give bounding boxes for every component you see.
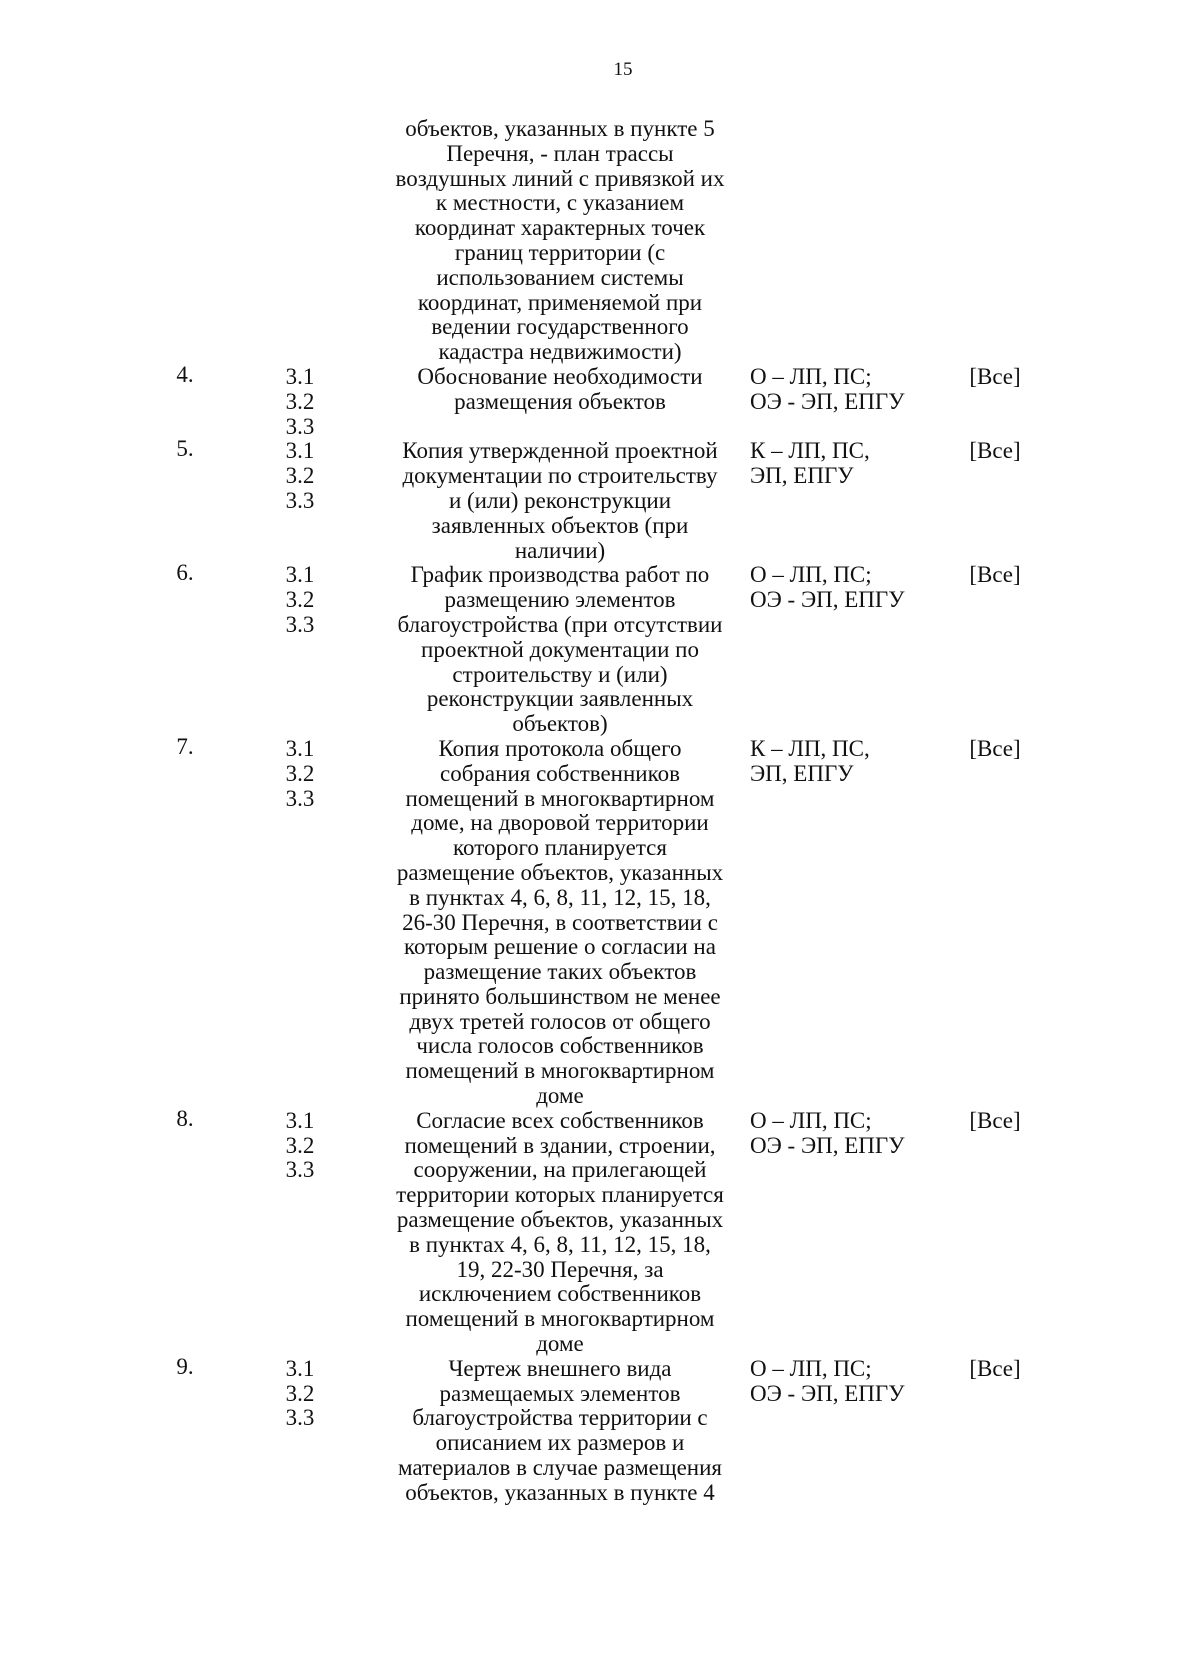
document-line: Копия протокола общего — [438, 735, 682, 761]
form-line: К – ЛП, ПС, — [750, 438, 870, 464]
document-line: Копия утвержденной проектной — [402, 438, 718, 464]
document-line: и (или) реконструкции — [448, 487, 672, 513]
subsection-code: 3.1 — [285, 1107, 315, 1133]
document-line: наличии) — [514, 537, 606, 563]
subsection-list — [260, 439, 340, 513]
document-line: помещений в многоквартирном — [405, 785, 715, 811]
form-line: ОЭ - ЭП, ЕПГУ — [750, 388, 905, 414]
document-line: объектов, указанных в пункте 5 — [405, 116, 715, 141]
document-line: границ территории (с — [454, 239, 666, 265]
form-line: О – ЛП, ПС; — [750, 1107, 872, 1133]
submission-form — [750, 439, 930, 489]
form-line: ЭП, ЕПГУ — [750, 760, 854, 786]
document-line: двух третей голосов от общего — [409, 1008, 711, 1034]
form-line: О – ЛП, ПС; — [750, 363, 872, 389]
subsection-code: 3.1 — [285, 363, 315, 389]
subsection-code: 3.1 — [285, 735, 315, 761]
document-line: числа голосов собственников — [416, 1033, 704, 1059]
document-description — [380, 1357, 740, 1506]
document-line: собрания собственников — [440, 760, 680, 786]
subsection-code: 3.3 — [285, 1157, 315, 1183]
subsection-code: 3.2 — [285, 388, 315, 414]
document-line: заявленных объектов (при — [431, 512, 689, 538]
table-row-continuation — [0, 117, 1200, 365]
subsection-code: 3.3 — [285, 487, 315, 513]
subsection-code: 3.3 — [285, 785, 315, 811]
document-line: которого планируется — [453, 835, 667, 861]
table-row-item-7 — [0, 733, 1200, 1109]
document-line: размещаемых элементов — [439, 1380, 681, 1406]
document-description — [380, 365, 740, 439]
document-line: Согласие всех собственников — [416, 1107, 704, 1133]
document-description — [380, 737, 740, 1109]
document-line: к местности, с указанием — [435, 190, 685, 216]
document-line: в пунктах 4, 6, 8, 11, 12, 15, 18, — [409, 1231, 711, 1257]
document-line: размещение объектов, указанных — [396, 859, 724, 885]
document-line: документации по строительству — [402, 463, 718, 489]
document-line: в пунктах 4, 6, 8, 11, 12, 15, 18, — [409, 884, 711, 910]
document-description — [380, 439, 740, 563]
table-row-item-8 — [0, 1105, 1200, 1357]
table-row-item-9 — [0, 1353, 1200, 1506]
item-number: 7. — [176, 733, 194, 759]
form-line: О – ЛП, ПС; — [750, 562, 872, 588]
table-row-item-4 — [0, 361, 1200, 439]
document-line: размещение объектов, указанных — [396, 1207, 724, 1233]
subsection-code: 3.3 — [285, 1405, 315, 1431]
document-line: использованием системы — [436, 264, 684, 290]
form-line: ЭП, ЕПГУ — [750, 463, 854, 489]
applicant-category: [Все] — [969, 1355, 1021, 1381]
document-line: кадастра недвижимости) — [438, 339, 682, 365]
document-line: координат, применяемой при — [417, 289, 703, 315]
document-line: График производства работ по — [410, 562, 710, 588]
item-number: 4. — [176, 361, 194, 387]
document-line: реконструкции заявленных — [426, 686, 694, 712]
document-line: благоустройства (при отсутствии — [397, 611, 723, 637]
subsection-code: 3.3 — [285, 413, 315, 439]
subsection-code: 3.2 — [285, 1132, 315, 1158]
document-description — [380, 117, 740, 365]
page-number: 15 — [613, 59, 633, 80]
document-line: размещения объектов — [454, 388, 666, 414]
document-line: доме — [536, 1083, 584, 1109]
document-line: Перечня, - план трассы — [446, 140, 674, 166]
subsection-code: 3.3 — [285, 611, 315, 637]
document-line: объектов) — [512, 711, 608, 737]
document-line: Чертеж внешнего вида — [448, 1355, 672, 1381]
form-line: ОЭ - ЭП, ЕПГУ — [750, 1132, 905, 1158]
form-line: К – ЛП, ПС, — [750, 735, 870, 761]
subsection-code: 3.2 — [285, 463, 315, 489]
item-number: 8. — [176, 1105, 194, 1131]
document-line: 26-30 Перечня, в соответствии с — [402, 909, 718, 935]
document-line: сооружении, на прилегающей — [413, 1157, 707, 1183]
document-description — [380, 1109, 740, 1357]
submission-form — [750, 365, 930, 415]
applicant-category: [Все] — [969, 363, 1021, 389]
document-line: помещений в многоквартирном — [405, 1058, 715, 1084]
applicant-category: [Все] — [969, 438, 1021, 464]
subsection-list — [260, 737, 340, 811]
document-line: Обоснование необходимости — [417, 363, 703, 389]
document-line: территории которых планируется — [396, 1182, 724, 1208]
subsection-code: 3.2 — [285, 587, 315, 613]
subsection-code: 3.2 — [285, 760, 315, 786]
subsection-list — [260, 365, 340, 439]
submission-form — [750, 563, 930, 613]
applicant-category: [Все] — [969, 562, 1021, 588]
document-line: помещений в здании, строении, — [404, 1132, 716, 1158]
document-line: ведении государственного — [431, 314, 689, 340]
document-line: координат характерных точек — [414, 215, 706, 241]
document-line: материалов в случае размещения — [398, 1455, 722, 1481]
document-line: строительству и (или) — [452, 661, 668, 687]
document-line: воздушных линий с привязкой их — [395, 165, 725, 191]
document-line: доме — [536, 1331, 584, 1357]
submission-form — [750, 1109, 930, 1159]
document-line-spacer — [380, 415, 740, 440]
document-line: исключением собственников — [418, 1281, 702, 1307]
document-line: которым решение о согласии на — [404, 934, 716, 960]
subsection-code: 3.1 — [285, 1355, 315, 1381]
document-line: доме, на дворовой территории — [411, 810, 709, 836]
subsection-code: 3.2 — [285, 1380, 315, 1406]
subsection-code: 3.1 — [285, 438, 315, 464]
item-number: 5. — [176, 436, 194, 462]
subsection-code: 3.1 — [285, 562, 315, 588]
document-line: размещению элементов — [444, 587, 676, 613]
document-line: описанием их размеров и — [435, 1430, 685, 1456]
subsection-list — [260, 563, 340, 637]
form-line: ОЭ - ЭП, ЕПГУ — [750, 1380, 905, 1406]
documents-table — [0, 117, 1200, 1506]
document-line: объектов, указанных в пункте 4 — [405, 1479, 715, 1505]
applicant-category: [Все] — [969, 735, 1021, 761]
table-row-item-6 — [0, 560, 1200, 737]
subsection-list — [260, 1357, 340, 1431]
document-line: принято большинством не менее — [399, 983, 721, 1009]
document-description — [380, 563, 740, 737]
item-number: 9. — [176, 1353, 194, 1379]
applicant-category: [Все] — [969, 1107, 1021, 1133]
document-line: помещений в многоквартирном — [405, 1306, 715, 1332]
document-line: 19, 22-30 Перечня, за — [456, 1256, 664, 1282]
submission-form — [750, 1357, 930, 1407]
document-line: размещение таких объектов — [423, 959, 697, 985]
subsection-list — [260, 1109, 340, 1183]
document-line: благоустройства территории с — [412, 1405, 708, 1431]
form-line: ОЭ - ЭП, ЕПГУ — [750, 587, 905, 613]
table-row-item-5 — [0, 436, 1200, 563]
form-line: О – ЛП, ПС; — [750, 1355, 872, 1381]
document-line: проектной документации по — [421, 636, 699, 662]
item-number: 6. — [176, 560, 194, 586]
submission-form — [750, 737, 930, 787]
